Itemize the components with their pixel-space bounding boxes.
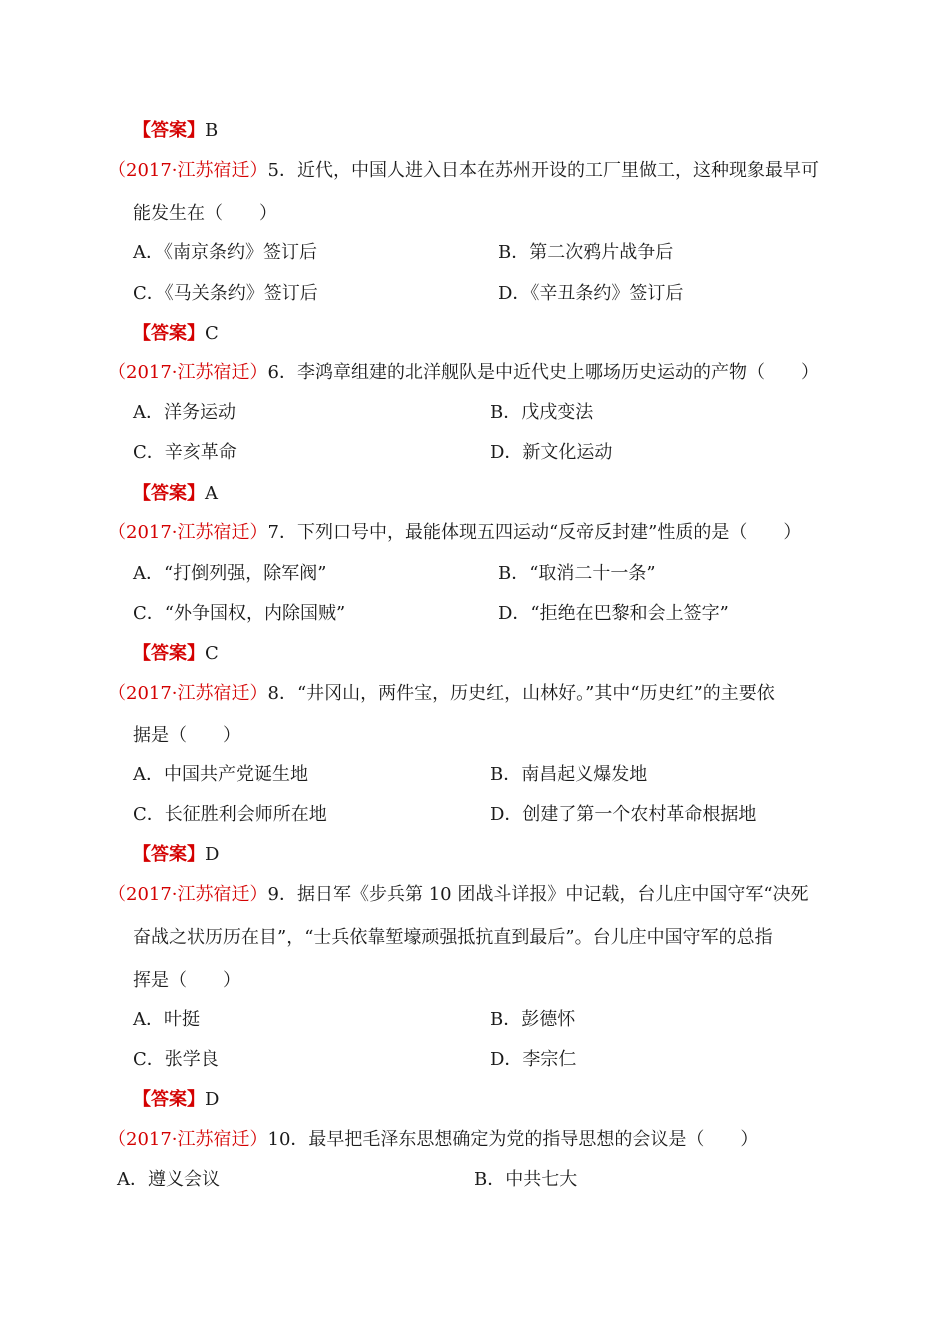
- question-source: （2017·江苏宿迁）: [108, 362, 268, 383]
- question-source: （2017·江苏宿迁）: [108, 683, 268, 704]
- option-b: B．彭德怀: [490, 1009, 576, 1030]
- answer-label: 【答案】: [133, 120, 205, 141]
- question-text: 9．据日军《步兵第 10 团战斗详报》中记载，台儿庄中国守军“决死: [267, 884, 809, 905]
- question-9-stem-cont: 挥是（ ）: [133, 970, 241, 991]
- question-source: （2017·江苏宿迁）: [108, 522, 268, 543]
- answer-line: [133, 843, 219, 867]
- answer-line: [133, 1088, 219, 1112]
- option-a: A．《南京条约》签订后: [133, 242, 317, 263]
- answer-value: C: [205, 643, 219, 664]
- question-text: 7．下列口号中，最能体现五四运动“反帝反封建”性质的是（ ）: [267, 522, 802, 543]
- answer-value: D: [205, 1089, 220, 1110]
- option-c: C．辛亥革命: [133, 442, 237, 463]
- question-source: （2017·江苏宿迁）: [108, 160, 268, 181]
- question-6-stem: [108, 361, 819, 385]
- option-a: A．叶挺: [133, 1009, 200, 1030]
- question-9-stem: [108, 883, 809, 907]
- question-source: （2017·江苏宿迁）: [108, 884, 268, 905]
- option-d: D．“拒绝在巴黎和会上签字”: [498, 603, 729, 624]
- option-a: A．洋务运动: [133, 402, 236, 423]
- option-c: C．张学良: [133, 1049, 219, 1070]
- answer-line: [133, 119, 218, 143]
- answer-label: 【答案】: [133, 844, 205, 865]
- answer-value: A: [205, 483, 218, 504]
- question-10-stem: [108, 1128, 758, 1152]
- option-c: C．“外争国权，内除国贼”: [133, 603, 346, 624]
- option-c: C．长征胜利会师所在地: [133, 804, 327, 825]
- answer-value: B: [205, 120, 219, 141]
- option-a: A．遵义会议: [117, 1169, 220, 1190]
- option-a: A．中国共产党诞生地: [133, 764, 308, 785]
- question-text: 10．最早把毛泽东思想确定为党的指导思想的会议是（ ）: [267, 1129, 759, 1150]
- answer-label: 【答案】: [133, 483, 205, 504]
- option-b: B．戊戌变法: [490, 402, 594, 423]
- answer-label: 【答案】: [133, 323, 205, 344]
- answer-label: 【答案】: [133, 1089, 205, 1110]
- answer-value: C: [205, 323, 219, 344]
- option-d: D．李宗仁: [490, 1049, 577, 1070]
- question-7-stem: [108, 521, 801, 545]
- question-5-stem: [108, 159, 819, 183]
- option-d: D．新文化运动: [490, 442, 613, 463]
- answer-line: [133, 482, 218, 506]
- answer-line: [133, 322, 219, 346]
- answer-value: D: [205, 844, 220, 865]
- option-b: B．“取消二十一条”: [498, 563, 656, 584]
- option-a: A．“打倒列强，除军阀”: [133, 563, 327, 584]
- question-text: 5．近代，中国人进入日本在苏州开设的工厂里做工，这种现象最早可: [267, 160, 819, 181]
- option-b: B．中共七大: [474, 1169, 578, 1190]
- question-5-stem-cont: 能发生在（ ）: [133, 203, 277, 224]
- option-c: C．《马关条约》签订后: [133, 283, 318, 304]
- answer-label: 【答案】: [133, 643, 205, 664]
- option-d: D．创建了第一个农村革命根据地: [490, 804, 757, 825]
- question-9-stem-cont: 奋战之状历历在目”，“士兵依靠堑壕顽强抵抗直到最后”。台儿庄中国守军的总指: [133, 927, 773, 948]
- option-b: B．第二次鸦片战争后: [498, 242, 674, 263]
- question-source: （2017·江苏宿迁）: [108, 1129, 268, 1150]
- question-text: 8．“井冈山，两件宝，历史红，山林好。”其中“历史红”的主要依: [267, 683, 775, 704]
- option-d: D．《辛丑条约》签订后: [498, 283, 684, 304]
- question-text: 6．李鸿章组建的北洋舰队是中近代史上哪场历史运动的产物（ ）: [267, 362, 819, 383]
- question-8-stem: [108, 682, 775, 706]
- question-8-stem-cont: 据是（ ）: [133, 725, 241, 746]
- option-b: B．南昌起义爆发地: [490, 764, 648, 785]
- answer-line: [133, 642, 219, 666]
